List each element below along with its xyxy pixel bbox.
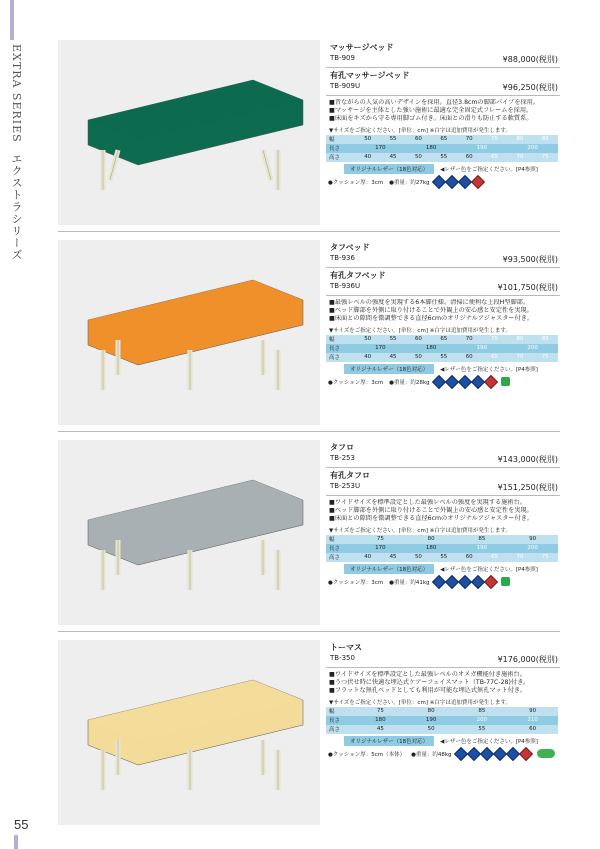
size-option[interactable]: 60	[457, 353, 482, 362]
weight-spec: ●重量：約28kg	[389, 379, 430, 386]
option-icon	[431, 575, 445, 589]
size-option[interactable]: 65	[431, 135, 456, 144]
size-row-label: 高さ	[326, 353, 355, 362]
bed-image	[58, 240, 320, 425]
size-option[interactable]: 180	[406, 344, 457, 353]
size-option[interactable]: 80	[406, 707, 457, 716]
option-icon	[505, 747, 519, 761]
size-option[interactable]: 170	[355, 344, 406, 353]
series-label	[8, 44, 24, 261]
option-icon	[492, 747, 506, 761]
model-price: ¥88,000(税別)	[502, 55, 558, 64]
feature-item: ■最強レベルの強度を実現する6本脚仕様。清掃に便利な上段H型脚部。	[329, 299, 530, 306]
model-code: TB-936	[330, 254, 355, 262]
leather-label[interactable]: オリジナルレザー（18色対応）	[344, 736, 434, 746]
model-name: 有孔マッサージベッド	[330, 71, 410, 80]
size-table	[326, 135, 558, 162]
size-option[interactable]: 50	[355, 135, 380, 144]
size-option[interactable]: 40	[355, 153, 380, 162]
weight-spec: ●重量：約27kg	[389, 179, 430, 186]
product-photo	[58, 640, 320, 825]
option-icon	[483, 575, 497, 589]
product-photo	[58, 40, 320, 225]
size-option[interactable]: 60	[406, 335, 431, 344]
size-row-label: 幅	[326, 335, 355, 344]
page-number: 55	[14, 817, 29, 832]
option-icon	[457, 375, 471, 389]
size-row-label: 高さ	[326, 725, 355, 734]
model-name: マッサージベッド	[330, 43, 394, 52]
section-divider	[58, 631, 560, 632]
size-option[interactable]: 75	[355, 707, 406, 716]
feature-item: ■マッサージを主体とした強い施術に最適な完全固定式フレームを採用。	[329, 107, 533, 115]
feature-list	[326, 299, 560, 324]
option-icon	[518, 747, 532, 761]
size-option[interactable]: 85	[533, 135, 558, 144]
option-icon	[470, 175, 484, 189]
model-entry	[326, 468, 560, 496]
size-option[interactable]: 200	[507, 544, 558, 553]
size-note: ▼サイズをご指定ください。[単位：cm] ※白字は追加費用が発生します。	[329, 327, 511, 334]
size-row-label: 長さ	[326, 344, 355, 353]
size-option[interactable]: 190	[406, 716, 457, 725]
size-row-label: 長さ	[326, 544, 355, 553]
size-row-label: 高さ	[326, 153, 355, 162]
size-option[interactable]: 75	[533, 553, 558, 562]
model-price: ¥143,000(税別)	[497, 455, 558, 464]
model-price: ¥93,500(税別)	[502, 255, 558, 264]
size-option[interactable]: 90	[507, 707, 558, 716]
size-option[interactable]: 60	[406, 135, 431, 144]
option-icon	[457, 575, 471, 589]
leather-note: ◀レザー色をご指定ください。[P4参照]	[440, 166, 538, 173]
size-option[interactable]: 45	[380, 153, 405, 162]
leather-note: ◀レザー色をご指定ください。[P4参照]	[440, 738, 538, 745]
size-option[interactable]: 75	[533, 153, 558, 162]
size-option[interactable]: 85	[457, 535, 508, 544]
size-option[interactable]: 70	[457, 335, 482, 344]
face-mat-icon	[537, 749, 555, 758]
size-row	[326, 335, 558, 344]
model-code: TB-253U	[330, 482, 361, 490]
option-icon	[444, 375, 458, 389]
size-row	[326, 716, 558, 725]
option-icons	[434, 177, 486, 187]
size-option[interactable]: 65	[482, 153, 507, 162]
feature-item: ■ベッド脚部を外側に取り付けることで外観上の安心感と安定性を実現。	[329, 507, 533, 515]
feature-list	[326, 671, 560, 696]
leather-row	[326, 164, 560, 174]
size-option[interactable]: 60	[457, 553, 482, 562]
size-option[interactable]: 170	[355, 144, 406, 153]
size-option[interactable]: 75	[482, 335, 507, 344]
adjuster-icon	[501, 577, 510, 586]
size-option[interactable]: 65	[431, 335, 456, 344]
option-icon	[479, 747, 493, 761]
cushion-spec: ●クッション厚：3cm	[328, 379, 384, 386]
leather-note: ◀レザー色をご指定ください。[P4参照]	[440, 366, 538, 373]
size-option[interactable]: 80	[406, 535, 457, 544]
option-icon	[470, 575, 484, 589]
size-option[interactable]: 50	[406, 153, 431, 162]
size-row	[326, 725, 558, 734]
feature-list	[326, 99, 560, 124]
spec-row	[326, 177, 560, 187]
option-icon	[444, 175, 458, 189]
feature-item: ■ベッド脚部を外側に取り付けることで外観上の安心感と安定性を実現。	[329, 307, 533, 315]
product-info	[326, 40, 560, 187]
option-icon	[466, 747, 480, 761]
size-option[interactable]: 170	[355, 544, 406, 553]
size-option[interactable]: 75	[482, 135, 507, 144]
size-table	[326, 335, 558, 362]
size-table	[326, 707, 558, 734]
size-option[interactable]: 55	[431, 553, 456, 562]
section-divider	[58, 431, 560, 432]
model-name: タフロ	[330, 443, 354, 452]
size-option[interactable]: 85	[457, 707, 508, 716]
size-note: ▼サイズをご指定ください。[単位：cm] ※白字は追加費用が発生します。	[329, 527, 511, 534]
size-row-label: 幅	[326, 135, 355, 144]
leather-row	[326, 736, 560, 746]
option-icon	[431, 375, 445, 389]
option-icons	[434, 577, 499, 587]
size-option[interactable]: 70	[507, 553, 532, 562]
size-row	[326, 553, 558, 562]
size-option[interactable]: 90	[507, 535, 558, 544]
size-option[interactable]: 55	[431, 153, 456, 162]
size-row	[326, 353, 558, 362]
size-option[interactable]: 70	[507, 353, 532, 362]
size-row	[326, 135, 558, 144]
size-option[interactable]: 55	[380, 135, 405, 144]
feature-item: ■床面をキズから守る専用脚ゴム付き。床面との滑りも防止する軟質系。	[329, 115, 533, 123]
size-option[interactable]: 55	[431, 353, 456, 362]
size-option[interactable]: 50	[406, 353, 431, 362]
size-option[interactable]: 40	[355, 353, 380, 362]
option-icon	[457, 175, 471, 189]
size-option[interactable]: 180	[355, 716, 406, 725]
size-option[interactable]: 60	[507, 725, 558, 734]
size-option[interactable]: 210	[507, 716, 558, 725]
feature-item: ■うつ伏せ時に快適な埋込式ケアーフェイスマット（TB-77C-28)付き。	[329, 679, 530, 687]
section-divider	[58, 231, 560, 232]
model-code: TB-936U	[330, 282, 361, 290]
leather-row	[326, 364, 560, 374]
product-photo	[58, 440, 320, 625]
size-option[interactable]: 50	[406, 553, 431, 562]
sidebar-accent-bottom	[14, 835, 18, 849]
size-row-label: 幅	[326, 707, 355, 716]
size-option[interactable]: 45	[380, 553, 405, 562]
size-option[interactable]: 45	[380, 353, 405, 362]
feature-item: ■床面との隙間を微調整できる直径6cmのオリジナルアジャスター付き。	[329, 315, 533, 323]
product-info	[326, 440, 560, 587]
option-icon	[470, 375, 484, 389]
model-entry	[326, 40, 560, 68]
adjuster-icon	[501, 377, 510, 386]
sidebar-accent-top	[10, 0, 14, 40]
size-note: ▼サイズをご指定ください。[単位：cm] ※白字は追加費用が発生します。	[329, 699, 511, 706]
size-option[interactable]: 50	[406, 725, 457, 734]
size-option[interactable]: 75	[533, 353, 558, 362]
spec-row	[326, 377, 560, 387]
product-info	[326, 240, 560, 387]
model-code: TB-350	[330, 654, 355, 662]
size-option[interactable]: 190	[457, 544, 508, 553]
size-option[interactable]: 200	[457, 716, 508, 725]
feature-item: ■床面との隙間を微調整できる直径6cmのオリジナルアジャスター付き。	[329, 515, 533, 523]
model-name: 有孔タフベッド	[330, 271, 386, 280]
cushion-spec: ●クッション厚：3cm	[328, 179, 384, 186]
spec-row	[326, 749, 560, 759]
model-entry	[326, 240, 560, 268]
model-code: TB-909	[330, 54, 355, 62]
sidebar	[0, 0, 36, 849]
size-option[interactable]: 190	[457, 344, 508, 353]
model-price: ¥176,000(税別)	[497, 655, 558, 664]
model-name: トーマス	[330, 643, 362, 652]
size-row	[326, 344, 558, 353]
size-option[interactable]: 200	[507, 344, 558, 353]
option-icons	[456, 749, 534, 759]
bed-image	[58, 640, 320, 825]
size-option[interactable]: 180	[406, 144, 457, 153]
model-entry	[326, 68, 560, 96]
option-icon	[444, 575, 458, 589]
feature-item: ■ワイドサイズを標準設定とした最強レベルの強度を実現する施術台。	[329, 499, 526, 506]
leather-label[interactable]: オリジナルレザー（18色対応）	[344, 564, 434, 574]
size-option[interactable]: 50	[355, 335, 380, 344]
size-option[interactable]: 80	[507, 135, 532, 144]
size-option[interactable]: 70	[507, 153, 532, 162]
size-row	[326, 153, 558, 162]
size-option[interactable]: 65	[482, 353, 507, 362]
size-option[interactable]: 200	[507, 144, 558, 153]
size-option[interactable]: 85	[533, 335, 558, 344]
size-row-label: 長さ	[326, 716, 355, 725]
weight-spec: ●重量：約41kg	[389, 579, 430, 586]
leather-row	[326, 564, 560, 574]
model-price: ¥101,750(税別)	[497, 283, 558, 292]
model-name: 有孔タフロ	[330, 471, 370, 480]
product-info	[326, 640, 560, 759]
size-option[interactable]: 65	[482, 553, 507, 562]
size-option[interactable]: 60	[457, 153, 482, 162]
option-icons	[434, 377, 499, 387]
feature-list	[326, 499, 560, 524]
model-name: タフベッド	[330, 243, 370, 252]
size-row	[326, 544, 558, 553]
size-table	[326, 535, 558, 562]
option-icon	[453, 747, 467, 761]
leather-note: ◀レザー色をご指定ください。[P4参照]	[440, 566, 538, 573]
size-note: ▼サイズをご指定ください。[単位：cm] ※白字は追加費用が発生します。	[329, 127, 511, 134]
feature-item: ■フラットな無孔ベッドとしても利用が可能な埋込式無孔マット付き。	[329, 687, 527, 695]
feature-item: ■ワイドサイズを標準設定とした最強レベルのオメガ機能付き施術台。	[329, 671, 526, 678]
product-photo	[58, 240, 320, 425]
size-option[interactable]: 40	[355, 553, 380, 562]
size-option[interactable]: 70	[457, 135, 482, 144]
size-row	[326, 535, 558, 544]
series-title: EXTRA SERIES	[10, 44, 23, 143]
size-row-label: 長さ	[326, 144, 355, 153]
size-row-label: 幅	[326, 535, 355, 544]
size-option[interactable]: 55	[457, 725, 508, 734]
series-title-jp: エクストラシリーズ	[10, 153, 23, 262]
weight-spec: ●重量：約48kg	[411, 751, 452, 758]
option-icon	[483, 375, 497, 389]
size-option[interactable]: 55	[380, 335, 405, 344]
size-row	[326, 707, 558, 716]
model-price: ¥151,250(税別)	[497, 483, 558, 492]
model-code: TB-253	[330, 454, 355, 462]
model-price: ¥96,250(税別)	[502, 83, 558, 92]
model-entry	[326, 640, 560, 668]
leather-label[interactable]: オリジナルレザー（18色対応）	[344, 364, 434, 374]
feature-item: ■昔ながらの人気の高いデザインを採用。直径3.8cmの脚部パイプを採用。	[329, 99, 540, 106]
option-icon	[431, 175, 445, 189]
cushion-spec: ●クッション厚：5cm（本体）	[328, 751, 406, 758]
spec-row	[326, 577, 560, 587]
cushion-spec: ●クッション厚：3cm	[328, 579, 384, 586]
bed-image	[58, 40, 320, 225]
model-entry	[326, 440, 560, 468]
size-option[interactable]: 180	[406, 544, 457, 553]
leather-label[interactable]: オリジナルレザー（18色対応）	[344, 164, 434, 174]
size-row-label: 高さ	[326, 553, 355, 562]
size-row	[326, 144, 558, 153]
bed-image	[58, 440, 320, 625]
size-option[interactable]: 75	[355, 535, 406, 544]
size-option[interactable]: 80	[507, 335, 532, 344]
size-option[interactable]: 45	[355, 725, 406, 734]
size-option[interactable]: 190	[457, 144, 508, 153]
model-entry	[326, 268, 560, 296]
model-code: TB-909U	[330, 82, 361, 90]
